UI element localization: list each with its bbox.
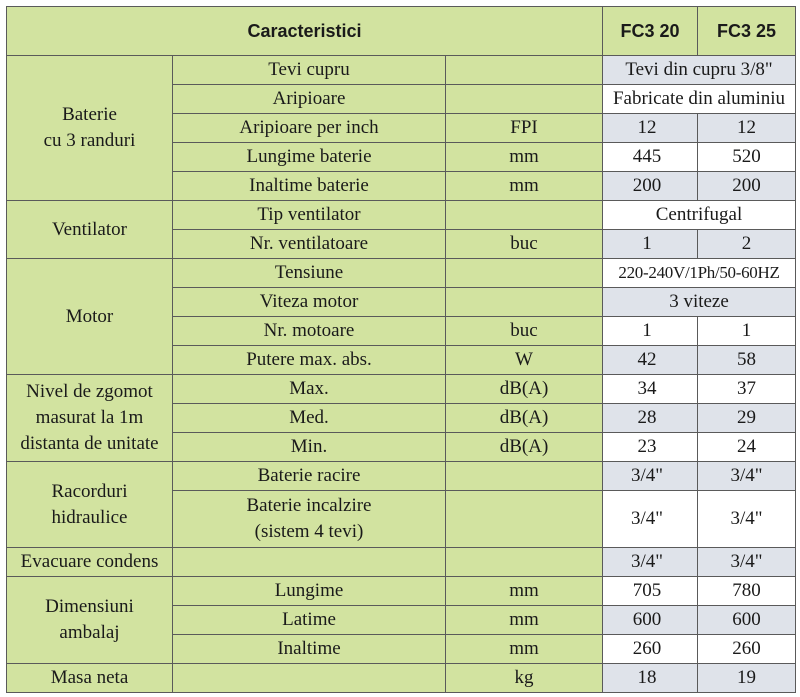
unit-cell: mm (446, 635, 603, 664)
value-cell-1: 3/4" (603, 548, 698, 577)
value-cell-1: 260 (603, 635, 698, 664)
unit-cell: W (446, 346, 603, 375)
value-cell-2: 260 (698, 635, 796, 664)
table-row (7, 56, 796, 85)
unit-cell (446, 491, 603, 548)
param-cell: Inaltime baterie (173, 172, 446, 201)
group-dimensiuni: Dimensiuni ambalaj (7, 577, 173, 664)
unit-cell: mm (446, 172, 603, 201)
value-cell-2: 3/4" (698, 548, 796, 577)
value-cell-2: 58 (698, 346, 796, 375)
unit-cell: buc (446, 317, 603, 346)
unit-cell: mm (446, 606, 603, 635)
unit-cell (446, 259, 603, 288)
unit-cell: dB(A) (446, 404, 603, 433)
header-title: Caracteristici (7, 7, 603, 56)
table-row (7, 664, 796, 693)
value-span-cell: 220-240V/1Ph/50-60HZ (603, 259, 796, 288)
value-cell-2: 3/4" (698, 462, 796, 491)
value-cell-1: 28 (603, 404, 698, 433)
value-cell-1: 34 (603, 375, 698, 404)
value-cell-2: 2 (698, 230, 796, 259)
unit-cell (446, 462, 603, 491)
table-row (7, 577, 796, 606)
value-cell-1: 705 (603, 577, 698, 606)
value-span-cell: Centrifugal (603, 201, 796, 230)
param-cell: Tip ventilator (173, 201, 446, 230)
unit-cell (446, 56, 603, 85)
param-cell: Lungime baterie (173, 143, 446, 172)
unit-cell: mm (446, 577, 603, 606)
param-cell (173, 548, 446, 577)
param-cell: Baterie racire (173, 462, 446, 491)
value-cell-1: 18 (603, 664, 698, 693)
specifications-table (6, 6, 796, 693)
param-cell: Lungime (173, 577, 446, 606)
value-cell-2: 19 (698, 664, 796, 693)
value-cell-2: 3/4" (698, 491, 796, 548)
group-evacuare: Evacuare condens (7, 548, 173, 577)
value-cell-2: 29 (698, 404, 796, 433)
value-cell-2: 12 (698, 114, 796, 143)
unit-cell (446, 201, 603, 230)
value-span-cell: Tevi din cupru 3/8" (603, 56, 796, 85)
value-cell-1: 3/4" (603, 462, 698, 491)
param-cell: Nr. motoare (173, 317, 446, 346)
value-cell-2: 600 (698, 606, 796, 635)
unit-cell: dB(A) (446, 433, 603, 462)
unit-cell (446, 548, 603, 577)
unit-cell: mm (446, 143, 603, 172)
value-span-cell: Fabricate din aluminiu (603, 85, 796, 114)
group-racorduri: Racorduri hidraulice (7, 462, 173, 548)
param-cell: Viteza motor (173, 288, 446, 317)
value-cell-2: 1 (698, 317, 796, 346)
value-span-cell: 3 viteze (603, 288, 796, 317)
header-model-1: FC3 20 (603, 7, 698, 56)
value-cell-1: 42 (603, 346, 698, 375)
param-cell: Min. (173, 433, 446, 462)
param-cell: Aripioare (173, 85, 446, 114)
param-cell (173, 664, 446, 693)
table-row (7, 462, 796, 491)
param-cell: Med. (173, 404, 446, 433)
unit-cell: dB(A) (446, 375, 603, 404)
value-cell-2: 37 (698, 375, 796, 404)
unit-cell: FPI (446, 114, 603, 143)
group-masa: Masa neta (7, 664, 173, 693)
param-cell: Aripioare per inch (173, 114, 446, 143)
param-cell: Putere max. abs. (173, 346, 446, 375)
unit-cell: buc (446, 230, 603, 259)
value-cell-2: 24 (698, 433, 796, 462)
param-cell: Tevi cupru (173, 56, 446, 85)
param-cell: Nr. ventilatoare (173, 230, 446, 259)
param-cell: Inaltime (173, 635, 446, 664)
value-cell-1: 445 (603, 143, 698, 172)
table-header-row (7, 7, 796, 56)
param-cell: Max. (173, 375, 446, 404)
param-cell: Baterie incalzire (sistem 4 tevi) (173, 491, 446, 548)
value-cell-1: 23 (603, 433, 698, 462)
param-cell: Latime (173, 606, 446, 635)
header-model-2: FC3 25 (698, 7, 796, 56)
group-motor: Motor (7, 259, 173, 375)
value-cell-1: 3/4" (603, 491, 698, 548)
table-row (7, 201, 796, 230)
value-cell-1: 1 (603, 230, 698, 259)
value-cell-1: 600 (603, 606, 698, 635)
table-row (7, 259, 796, 288)
group-ventilator: Ventilator (7, 201, 173, 259)
table-row (7, 548, 796, 577)
unit-cell (446, 85, 603, 114)
group-baterie: Baterie cu 3 randuri (7, 56, 173, 201)
value-cell-2: 520 (698, 143, 796, 172)
table-row (7, 375, 796, 404)
value-cell-2: 200 (698, 172, 796, 201)
value-cell-1: 1 (603, 317, 698, 346)
value-cell-1: 12 (603, 114, 698, 143)
unit-cell (446, 288, 603, 317)
value-cell-1: 200 (603, 172, 698, 201)
group-zgomot: Nivel de zgomot masurat la 1m distanta de unitate (7, 375, 173, 462)
param-cell: Tensiune (173, 259, 446, 288)
value-cell-2: 780 (698, 577, 796, 606)
unit-cell: kg (446, 664, 603, 693)
